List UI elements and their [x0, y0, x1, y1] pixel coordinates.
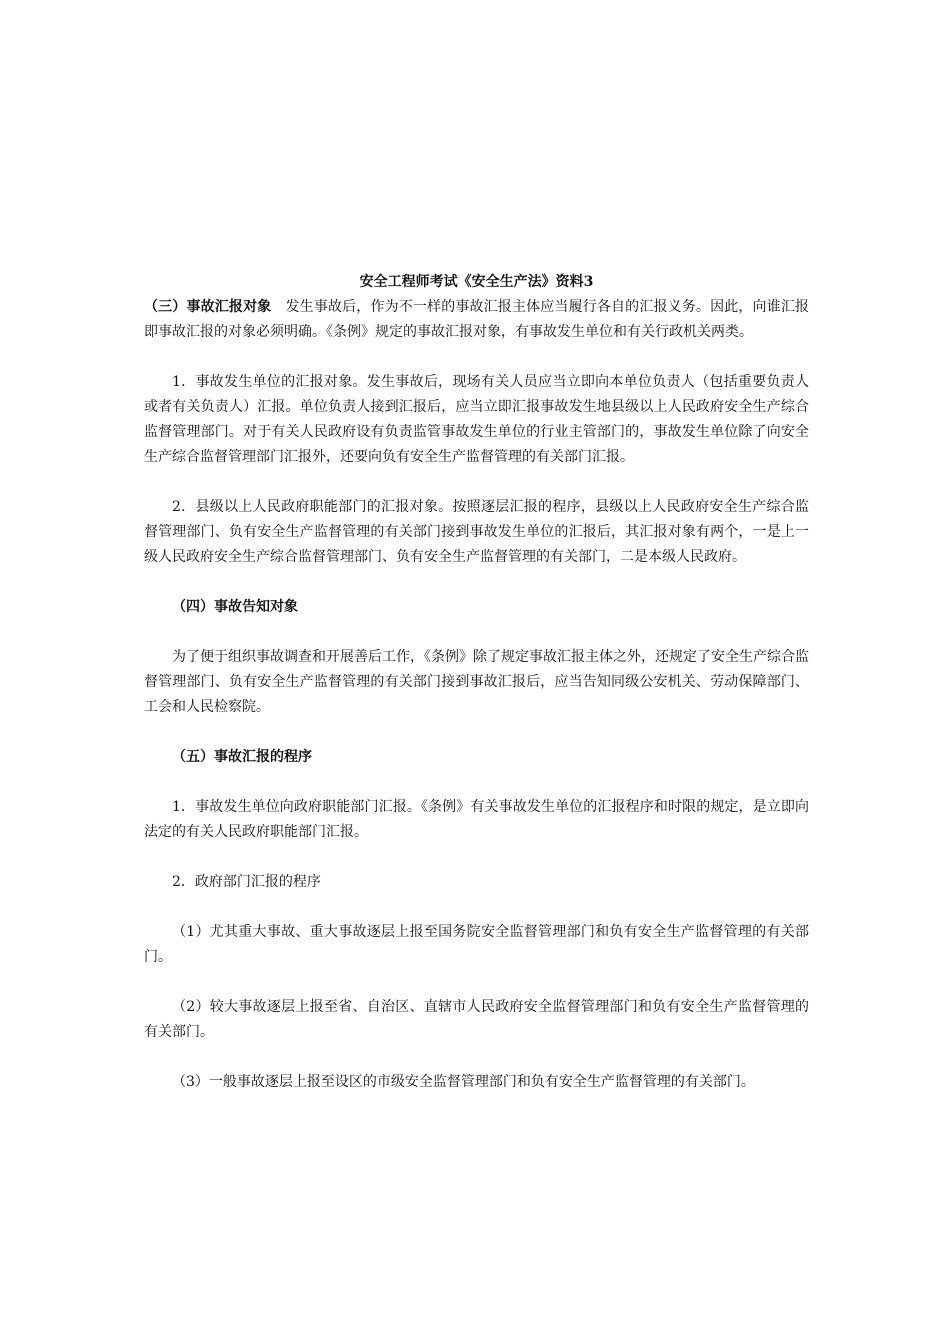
section5-sub3: （3）一般事故逐层上报至设区的市级安全监督管理部门和负有安全生产监督管理的有关部门。	[172, 1074, 755, 1090]
document-body	[144, 270, 809, 1120]
section5-item2: 2．政府部门汇报的程序	[172, 874, 321, 890]
section5-sub2: （2）较大事故逐层上报至省、自治区、直辖市人民政府安全监督管理部门和负有安全生产监督管理的有关部门。	[144, 999, 809, 1040]
section5-sub1: （1）尤其重大事故、重大事故逐层上报至国务院安全监督管理部门和负有安全生产监督管理的有关部门。	[144, 924, 809, 965]
document-title: 安全工程师考试《安全生产法》资料3	[359, 274, 594, 290]
section4-heading: （四）事故告知对象	[172, 599, 298, 615]
section3-intro-paragraph	[144, 295, 809, 345]
section3-heading: （三）事故汇报对象	[144, 299, 272, 315]
section3-item1: 1．事故发生单位的汇报对象。发生事故后，现场有关人员应当立即向本单位负责人（包括重要负责人或者有关负责人）汇报。单位负责人接到汇报后，应当立即汇报事故发生地县级以上人民政府安全生产综合监督管理部门。对于有关人民政府设有负责监管事故发生单位的行业主管部门的，事故发生单位除了向安全生产综合监督管理部门汇报外，还要向负有安全生产监督管理的有关部门汇报。	[144, 374, 809, 465]
section5-item1: 1．事故发生单位向政府职能部门汇报。《条例》有关事故发生单位的汇报程序和时限的规定，是立即向法定的有关人民政府职能部门汇报。	[144, 799, 809, 840]
section3-item2: 2．县级以上人民政府职能部门的汇报对象。按照逐层汇报的程序，县级以上人民政府安全生产综合监督管理部门、负有安全生产监督管理的有关部门接到事故发生单位的汇报后，其汇报对象有两个，一是上一级人民政府安全生产综合监督管理部门、负有安全生产监督管理的有关部门，二是本级人民政府。	[144, 499, 809, 565]
section3-intro-text: 发生事故后，作为不一样的事故汇报主体应当履行各自的汇报义务。因此，向谁汇报即事故汇报的对象必须明确。《条例》规定的事故汇报对象，有事故发生单位和有关行政机关两类。	[144, 299, 810, 340]
section5-heading: （五）事故汇报的程序	[172, 749, 312, 765]
section4-body: 为了便于组织事故调查和开展善后工作，《条例》除了规定事故汇报主体之外，还规定了安全生产综合监督管理部门、负有安全生产监督管理的有关部门接到事故汇报后，应当告知同级公安机关、劳动保障部门、工会和人民检察院。	[144, 649, 809, 715]
